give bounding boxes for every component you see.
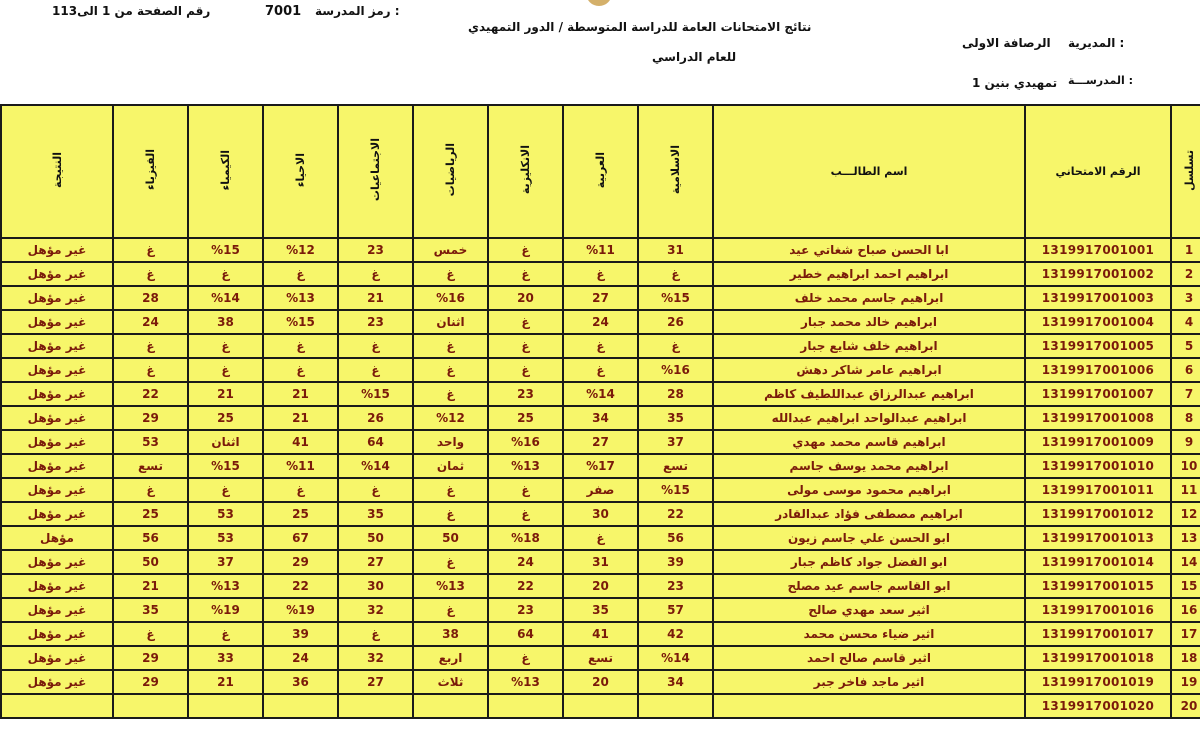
grade-cell: 53 xyxy=(188,526,263,550)
grade-cell: %15 xyxy=(638,286,713,310)
student-name-cell: ابا الحسن صباح شغاتي عيد xyxy=(713,238,1025,262)
table-row xyxy=(1,430,1200,454)
grade-cell: 29 xyxy=(113,646,188,670)
grade-cell: 41 xyxy=(563,622,638,646)
table-row xyxy=(1,334,1200,358)
grade-cell: غ xyxy=(113,358,188,382)
result-cell: غير مؤهل xyxy=(1,406,113,430)
student-name-cell: اثير سعد مهدي صالح xyxy=(713,598,1025,622)
ministry-seal-icon xyxy=(586,0,612,6)
grade-cell: غ xyxy=(413,502,488,526)
grade-cell: غ xyxy=(413,334,488,358)
grade-cell: غ xyxy=(638,334,713,358)
result-cell: غير مؤهل xyxy=(1,358,113,382)
table-row xyxy=(1,550,1200,574)
grade-cell: غ xyxy=(488,262,563,286)
result-cell: غير مؤهل xyxy=(1,262,113,286)
serial-cell: 1 xyxy=(1171,238,1200,262)
grade-cell: 25 xyxy=(263,502,338,526)
school-code-label: رمز المدرسة : xyxy=(315,4,400,18)
serial-cell: 5 xyxy=(1171,334,1200,358)
serial-cell: 19 xyxy=(1171,670,1200,694)
serial-cell: 3 xyxy=(1171,286,1200,310)
grade-cell: غ xyxy=(113,622,188,646)
result-cell: غير مؤهل xyxy=(1,478,113,502)
grade-cell: 35 xyxy=(113,598,188,622)
serial-cell: 15 xyxy=(1171,574,1200,598)
table-row xyxy=(1,262,1200,286)
table-row xyxy=(1,454,1200,478)
table-row xyxy=(1,478,1200,502)
exam-number-cell: 1319917001017 xyxy=(1025,622,1171,646)
grade-cell: 39 xyxy=(263,622,338,646)
result-cell: غير مؤهل xyxy=(1,238,113,262)
grade-cell: غ xyxy=(188,334,263,358)
grade-cell: 38 xyxy=(413,622,488,646)
grade-cell xyxy=(638,694,713,718)
grade-cell: صفر xyxy=(563,478,638,502)
grade-cell: %14 xyxy=(188,286,263,310)
result-cell: غير مؤهل xyxy=(1,550,113,574)
grade-cell: %15 xyxy=(188,238,263,262)
column-header: الاسلامية xyxy=(638,105,713,238)
student-name-cell: ابراهيم احمد ابراهيم خطير xyxy=(713,262,1025,286)
grade-cell xyxy=(488,694,563,718)
grade-cell: 21 xyxy=(188,670,263,694)
exam-number-cell: 1319917001020 xyxy=(1025,694,1171,718)
serial-cell: 4 xyxy=(1171,310,1200,334)
grade-cell: 38 xyxy=(188,310,263,334)
table-row xyxy=(1,598,1200,622)
table-header-row xyxy=(1,105,1200,238)
student-name-cell: ابراهيم عامر شاكر دهش xyxy=(713,358,1025,382)
grade-cell: غ xyxy=(263,262,338,286)
table-row xyxy=(1,694,1200,718)
grade-cell: 21 xyxy=(338,286,413,310)
grade-cell: %15 xyxy=(263,310,338,334)
grade-cell: %11 xyxy=(263,454,338,478)
exam-number-cell: 1319917001015 xyxy=(1025,574,1171,598)
grade-cell: 22 xyxy=(113,382,188,406)
table-row xyxy=(1,358,1200,382)
exam-number-cell: 1319917001004 xyxy=(1025,310,1171,334)
grade-cell: 26 xyxy=(638,310,713,334)
result-cell xyxy=(1,694,113,718)
grade-cell: اثنان xyxy=(188,430,263,454)
grade-cell: غ xyxy=(488,646,563,670)
grade-cell: 29 xyxy=(263,550,338,574)
exam-number-cell: 1319917001016 xyxy=(1025,598,1171,622)
grade-cell: 21 xyxy=(263,406,338,430)
exam-number-cell: 1319917001018 xyxy=(1025,646,1171,670)
column-header: العربية xyxy=(563,105,638,238)
column-header: الفيزياء xyxy=(113,105,188,238)
result-cell: غير مؤهل xyxy=(1,622,113,646)
grade-cell: غ xyxy=(488,310,563,334)
student-name-cell: ابراهيم محمد يوسف جاسم xyxy=(713,454,1025,478)
grade-cell: 24 xyxy=(113,310,188,334)
serial-cell: 7 xyxy=(1171,382,1200,406)
grade-cell: غ xyxy=(488,478,563,502)
grade-cell xyxy=(113,694,188,718)
serial-cell: 2 xyxy=(1171,262,1200,286)
serial-cell: 9 xyxy=(1171,430,1200,454)
grade-cell: 21 xyxy=(188,382,263,406)
grade-cell: 22 xyxy=(638,502,713,526)
table-row xyxy=(1,382,1200,406)
directorate-value: الرصافة الاولى xyxy=(962,36,1051,50)
grade-cell: %13 xyxy=(413,574,488,598)
serial-cell: 6 xyxy=(1171,358,1200,382)
student-name-cell: اثير قاسم صالح احمد xyxy=(713,646,1025,670)
grade-cell: 29 xyxy=(113,406,188,430)
grade-cell: %11 xyxy=(563,238,638,262)
serial-cell: 11 xyxy=(1171,478,1200,502)
grade-cell: غ xyxy=(563,334,638,358)
student-name-cell: ابراهيم عبدالرزاق عبداللطيف كاظم xyxy=(713,382,1025,406)
student-name-cell: ابراهيم جاسم محمد خلف xyxy=(713,286,1025,310)
exam-number-cell: 1319917001003 xyxy=(1025,286,1171,310)
exam-number-cell: 1319917001013 xyxy=(1025,526,1171,550)
grade-cell: %13 xyxy=(263,286,338,310)
serial-cell: 10 xyxy=(1171,454,1200,478)
grade-cell: 25 xyxy=(188,406,263,430)
grade-cell: %13 xyxy=(488,454,563,478)
grade-cell: غ xyxy=(338,478,413,502)
grade-cell: 64 xyxy=(338,430,413,454)
page-number-label: رقم الصفحة من 1 الى113 xyxy=(52,4,211,18)
grade-cell: غ xyxy=(563,526,638,550)
table-row xyxy=(1,238,1200,262)
grade-cell: 35 xyxy=(563,598,638,622)
student-name-cell: ابو القاسم جاسم عيد مصلح xyxy=(713,574,1025,598)
result-cell: مؤهل xyxy=(1,526,113,550)
grade-cell: غ xyxy=(188,622,263,646)
student-name-cell: ابو الحسن علي جاسم زيون xyxy=(713,526,1025,550)
grade-cell: %12 xyxy=(413,406,488,430)
grade-cell: غ xyxy=(338,358,413,382)
grade-cell: 30 xyxy=(338,574,413,598)
grade-cell: ثمان xyxy=(413,454,488,478)
serial-cell: 8 xyxy=(1171,406,1200,430)
grade-cell: 31 xyxy=(563,550,638,574)
grade-cell: 37 xyxy=(638,430,713,454)
result-cell: غير مؤهل xyxy=(1,286,113,310)
student-name-cell: اثير ماجد فاخر جبر xyxy=(713,670,1025,694)
grade-cell: 21 xyxy=(113,574,188,598)
grade-cell xyxy=(563,694,638,718)
student-name-cell: ابراهيم مصطفى فؤاد عبدالقادر xyxy=(713,502,1025,526)
grade-cell: 64 xyxy=(488,622,563,646)
table-row xyxy=(1,310,1200,334)
grade-cell: غ xyxy=(413,262,488,286)
grade-cell: اثنان xyxy=(413,310,488,334)
table-row xyxy=(1,646,1200,670)
serial-cell: 12 xyxy=(1171,502,1200,526)
result-cell: غير مؤهل xyxy=(1,670,113,694)
grade-cell: 21 xyxy=(263,382,338,406)
grade-cell: %15 xyxy=(188,454,263,478)
grade-cell: غ xyxy=(263,334,338,358)
grade-cell: 30 xyxy=(563,502,638,526)
student-name-cell: ابراهيم خالد محمد جبار xyxy=(713,310,1025,334)
grade-cell: غ xyxy=(413,550,488,574)
grade-cell: غ xyxy=(338,622,413,646)
result-cell: غير مؤهل xyxy=(1,430,113,454)
grade-cell: 41 xyxy=(263,430,338,454)
table-row xyxy=(1,526,1200,550)
school-value: تمهيدي بنين 1 xyxy=(972,76,1058,90)
grade-cell: 36 xyxy=(263,670,338,694)
serial-cell: 13 xyxy=(1171,526,1200,550)
grade-cell: 39 xyxy=(638,550,713,574)
grade-cell: 53 xyxy=(188,502,263,526)
result-cell: غير مؤهل xyxy=(1,574,113,598)
exam-number-cell: 1319917001008 xyxy=(1025,406,1171,430)
column-header: الكيمياء xyxy=(188,105,263,238)
grade-cell: 27 xyxy=(563,430,638,454)
exam-number-cell: 1319917001012 xyxy=(1025,502,1171,526)
grade-cell: 57 xyxy=(638,598,713,622)
grade-cell: 24 xyxy=(563,310,638,334)
grade-cell: غ xyxy=(488,502,563,526)
grade-cell: غ xyxy=(413,478,488,502)
table-row xyxy=(1,286,1200,310)
table-row xyxy=(1,574,1200,598)
grade-cell: 53 xyxy=(113,430,188,454)
grade-cell: غ xyxy=(563,262,638,286)
column-header: اسم الطالـــب xyxy=(713,105,1025,238)
grade-cell: غ xyxy=(188,262,263,286)
student-name-cell: ابراهيم عبدالواحد ابراهيم عبدالله xyxy=(713,406,1025,430)
grade-cell: %14 xyxy=(638,646,713,670)
grade-cell: غ xyxy=(563,358,638,382)
grade-cell: 23 xyxy=(488,382,563,406)
grade-cell: 50 xyxy=(413,526,488,550)
grade-cell: واحد xyxy=(413,430,488,454)
student-name-cell: ابراهيم قاسم محمد مهدي xyxy=(713,430,1025,454)
grade-cell: %13 xyxy=(188,574,263,598)
grade-cell: 56 xyxy=(638,526,713,550)
exam-number-cell: 1319917001014 xyxy=(1025,550,1171,574)
student-name-cell: اثير ضياء محسن محمد xyxy=(713,622,1025,646)
grade-cell: 27 xyxy=(338,670,413,694)
grade-cell xyxy=(188,694,263,718)
grade-cell: 23 xyxy=(488,598,563,622)
grade-cell: 32 xyxy=(338,598,413,622)
grade-cell: غ xyxy=(263,358,338,382)
grade-cell: غ xyxy=(188,478,263,502)
grade-cell: 34 xyxy=(563,406,638,430)
grade-cell: 32 xyxy=(338,646,413,670)
student-name-cell xyxy=(713,694,1025,718)
grade-cell: %19 xyxy=(263,598,338,622)
table-row xyxy=(1,502,1200,526)
grade-cell: 22 xyxy=(488,574,563,598)
grade-cell: 37 xyxy=(188,550,263,574)
serial-cell: 18 xyxy=(1171,646,1200,670)
grade-cell: 67 xyxy=(263,526,338,550)
grade-cell: %16 xyxy=(638,358,713,382)
grade-cell: 28 xyxy=(113,286,188,310)
grade-cell: 42 xyxy=(638,622,713,646)
grade-cell: تسع xyxy=(113,454,188,478)
result-cell: غير مؤهل xyxy=(1,598,113,622)
grade-cell: %15 xyxy=(638,478,713,502)
grade-cell: 25 xyxy=(488,406,563,430)
grade-cell: 20 xyxy=(563,670,638,694)
grade-cell: اربع xyxy=(413,646,488,670)
grade-cell: غ xyxy=(488,358,563,382)
column-header: تسلسل xyxy=(1171,105,1200,238)
table-row xyxy=(1,670,1200,694)
result-cell: غير مؤهل xyxy=(1,646,113,670)
grade-cell: %14 xyxy=(338,454,413,478)
serial-cell: 20 xyxy=(1171,694,1200,718)
grade-cell: %14 xyxy=(563,382,638,406)
result-cell: غير مؤهل xyxy=(1,382,113,406)
exam-number-cell: 1319917001006 xyxy=(1025,358,1171,382)
grade-cell: %16 xyxy=(413,286,488,310)
serial-cell: 14 xyxy=(1171,550,1200,574)
report-title: نتائج الامتحانات العامة للدراسة المتوسطة / الدور التمهيدي xyxy=(468,20,812,34)
grade-cell: 34 xyxy=(638,670,713,694)
grade-cell: غ xyxy=(638,262,713,286)
report-header xyxy=(0,0,1200,104)
exam-number-cell: 1319917001005 xyxy=(1025,334,1171,358)
grade-cell: ثلاث xyxy=(413,670,488,694)
exam-number-cell: 1319917001019 xyxy=(1025,670,1171,694)
student-name-cell: ابراهيم محمود موسى مولى xyxy=(713,478,1025,502)
grade-cell: غ xyxy=(113,334,188,358)
grade-cell: 27 xyxy=(563,286,638,310)
grade-cell: غ xyxy=(113,262,188,286)
results-table xyxy=(0,104,1200,719)
table-row xyxy=(1,622,1200,646)
school-label: المدرســـة : xyxy=(1068,74,1133,87)
grade-cell: %12 xyxy=(263,238,338,262)
grade-cell: 31 xyxy=(638,238,713,262)
serial-cell: 17 xyxy=(1171,622,1200,646)
grade-cell: 23 xyxy=(638,574,713,598)
grade-cell: غ xyxy=(488,334,563,358)
grade-cell: 25 xyxy=(113,502,188,526)
result-cell: غير مؤهل xyxy=(1,502,113,526)
grade-cell: غ xyxy=(413,598,488,622)
grade-cell: غ xyxy=(188,358,263,382)
exam-number-cell: 1319917001001 xyxy=(1025,238,1171,262)
result-cell: غير مؤهل xyxy=(1,334,113,358)
grade-cell: 35 xyxy=(638,406,713,430)
column-header: النتيجة xyxy=(1,105,113,238)
exam-number-cell: 1319917001002 xyxy=(1025,262,1171,286)
column-header: الرياضيات xyxy=(413,105,488,238)
grade-cell: 24 xyxy=(263,646,338,670)
grade-cell: 50 xyxy=(338,526,413,550)
grade-cell: تسع xyxy=(563,646,638,670)
grade-cell: %16 xyxy=(488,430,563,454)
exam-number-cell: 1319917001010 xyxy=(1025,454,1171,478)
grade-cell: 35 xyxy=(338,502,413,526)
grade-cell xyxy=(338,694,413,718)
report-subtitle: للعام الدراسي xyxy=(652,50,737,64)
grade-cell: غ xyxy=(338,262,413,286)
grade-cell: 26 xyxy=(338,406,413,430)
result-cell: غير مؤهل xyxy=(1,454,113,478)
grade-cell: غ xyxy=(413,382,488,406)
grade-cell: 23 xyxy=(338,310,413,334)
school-code: 7001 xyxy=(265,4,302,19)
student-name-cell: ابراهيم خلف شايع جبار xyxy=(713,334,1025,358)
grade-cell: 23 xyxy=(338,238,413,262)
result-cell: غير مؤهل xyxy=(1,310,113,334)
grade-cell: 20 xyxy=(563,574,638,598)
grade-cell: غ xyxy=(488,238,563,262)
exam-number-cell: 1319917001009 xyxy=(1025,430,1171,454)
grade-cell: 24 xyxy=(488,550,563,574)
grade-cell: 33 xyxy=(188,646,263,670)
grade-cell: 50 xyxy=(113,550,188,574)
grade-cell: غ xyxy=(113,478,188,502)
exam-number-cell: 1319917001007 xyxy=(1025,382,1171,406)
grade-cell xyxy=(413,694,488,718)
grade-cell: %13 xyxy=(488,670,563,694)
table-row xyxy=(1,406,1200,430)
grade-cell: تسع xyxy=(638,454,713,478)
grade-cell: %17 xyxy=(563,454,638,478)
grade-cell: 28 xyxy=(638,382,713,406)
grade-cell: 27 xyxy=(338,550,413,574)
directorate-label: المديرية : xyxy=(1068,36,1125,50)
column-header: الاحياء xyxy=(263,105,338,238)
grade-cell: خمس xyxy=(413,238,488,262)
grade-cell: %15 xyxy=(338,382,413,406)
grade-cell: 29 xyxy=(113,670,188,694)
grade-cell: غ xyxy=(413,358,488,382)
grade-cell: غ xyxy=(338,334,413,358)
grade-cell xyxy=(263,694,338,718)
column-header: الانكليزية xyxy=(488,105,563,238)
serial-cell: 16 xyxy=(1171,598,1200,622)
column-header: الرقم الامتحاني xyxy=(1025,105,1171,238)
grade-cell: 56 xyxy=(113,526,188,550)
column-header: الاجتماعيات xyxy=(338,105,413,238)
grade-cell: 22 xyxy=(263,574,338,598)
grade-cell: 20 xyxy=(488,286,563,310)
grade-cell: %19 xyxy=(188,598,263,622)
grade-cell: غ xyxy=(113,238,188,262)
grade-cell: غ xyxy=(263,478,338,502)
grade-cell: %18 xyxy=(488,526,563,550)
exam-number-cell: 1319917001011 xyxy=(1025,478,1171,502)
student-name-cell: ابو الفضل جواد كاظم جبار xyxy=(713,550,1025,574)
